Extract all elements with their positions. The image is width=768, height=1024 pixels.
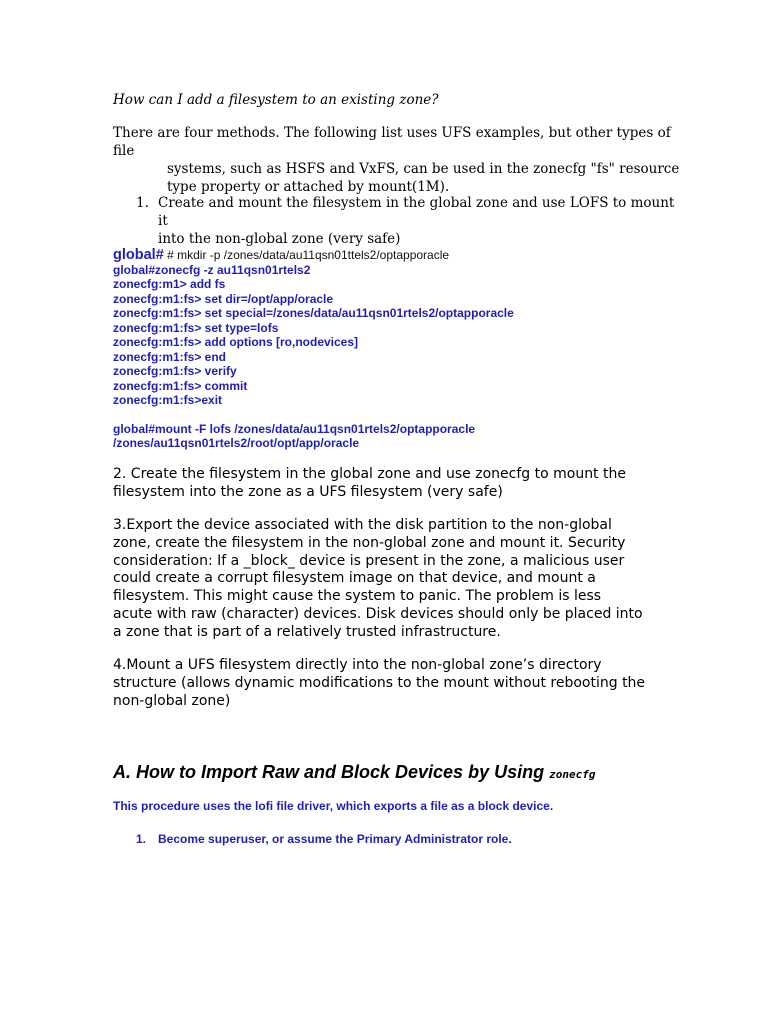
method-2-line: 2. Create the filesystem in the global zone and use zonecfg to mount the [113, 466, 626, 482]
method-3-line: could create a corrupt filesystem image on that device, and mount a [113, 570, 596, 587]
method-1-line: Create and mount the filesystem in the global zone and use LOFS to mount it [158, 195, 675, 229]
section-heading-code: zonecfg [549, 768, 596, 781]
method-3-line: 3.Export the device associated with the disk partition to the non-global [113, 517, 612, 533]
question-heading: How can I add a filesystem to an existing zone? [113, 92, 439, 108]
section-heading-text: A. How to Import Raw and Block Devices by Using [113, 762, 550, 782]
spacer [113, 408, 713, 422]
method-2-line: filesystem into the zone as a UFS filesystem (very safe) [113, 483, 503, 500]
command-line: global#zonecfg -z au11qsn01rtels2 [113, 262, 311, 277]
method-4-line: structure (allows dynamic modifications to the mount without rebooting the [113, 674, 646, 691]
intro-line: There are four methods. The following list uses UFS examples, but other types of file [113, 125, 671, 159]
method-3-line: zone, create the filesystem in the non-global zone and mount it. Security [113, 534, 626, 551]
command-line: zonecfg:m1:fs> set type=lofs [113, 320, 279, 335]
method-2 [113, 466, 673, 502]
intro-line: systems, such as HSFS and VxFS, can be used in the zonecfg "fs" resource [167, 161, 680, 177]
method-3-line: a zone that is part of a relatively trusted infrastructure. [113, 623, 501, 640]
method-3-line: filesystem. This might cause the system to panic. The problem is less [113, 588, 602, 605]
command-line: zonecfg:m1:fs> end [113, 349, 227, 364]
method-4 [113, 657, 673, 710]
mount-command: /zones/au11qsn01rtels2/root/opt/app/oracle [113, 436, 360, 450]
intro-line: type property or attached by mount(1M). [167, 179, 450, 195]
command-line: zonecfg:m1:fs> set dir=/opt/app/oracle [113, 291, 334, 306]
procedure-intro: This procedure uses the lofi file driver, which exports a file as a block device. [113, 799, 554, 813]
method-3-line: consideration: If a _block_ device is present in the zone, a malicious user [113, 552, 625, 569]
command-line: zonecfg:m1:fs> commit [113, 378, 248, 393]
command-line: zonecfg:m1> add fs [113, 277, 226, 291]
command-line: zonecfg:m1:fs> set special=/zones/data/au11qsn01rtels2/optapporacle [113, 306, 514, 320]
method-1-line: into the non-global zone (very safe) [158, 231, 401, 247]
command-line: zonecfg:m1:fs> verify [113, 364, 237, 378]
procedure-step-text: Become superuser, or assume the Primary Administrator role. [158, 832, 512, 846]
method-3 [113, 517, 673, 642]
command-line: zonecfg:m1:fs> add options [ro,nodevices] [113, 335, 359, 349]
method-1 [136, 194, 676, 248]
method-4-line: 4.Mount a UFS filesystem directly into the non-global zone’s directory [113, 657, 602, 673]
method-3-line: acute with raw (character) devices. Disk devices should only be placed into [113, 605, 643, 622]
procedure-step-number: 1. [136, 832, 147, 846]
mkdir-command: # mkdir -p /zones/data/au11qsn01ttels2/optapporacle [163, 248, 450, 262]
command-line: zonecfg:m1:fs>exit [113, 393, 223, 407]
command-block [113, 248, 713, 451]
command-line [113, 248, 713, 263]
mount-command: global#mount -F lofs /zones/data/au11qsn01rtels2/optapporacle [113, 421, 476, 436]
global-prompt: global# [113, 247, 164, 263]
method-1-number: 1. [136, 195, 149, 211]
procedure-step-1 [136, 832, 696, 846]
section-heading [113, 762, 713, 783]
intro-paragraph [113, 124, 680, 196]
method-4-line: non-global zone) [113, 692, 231, 709]
